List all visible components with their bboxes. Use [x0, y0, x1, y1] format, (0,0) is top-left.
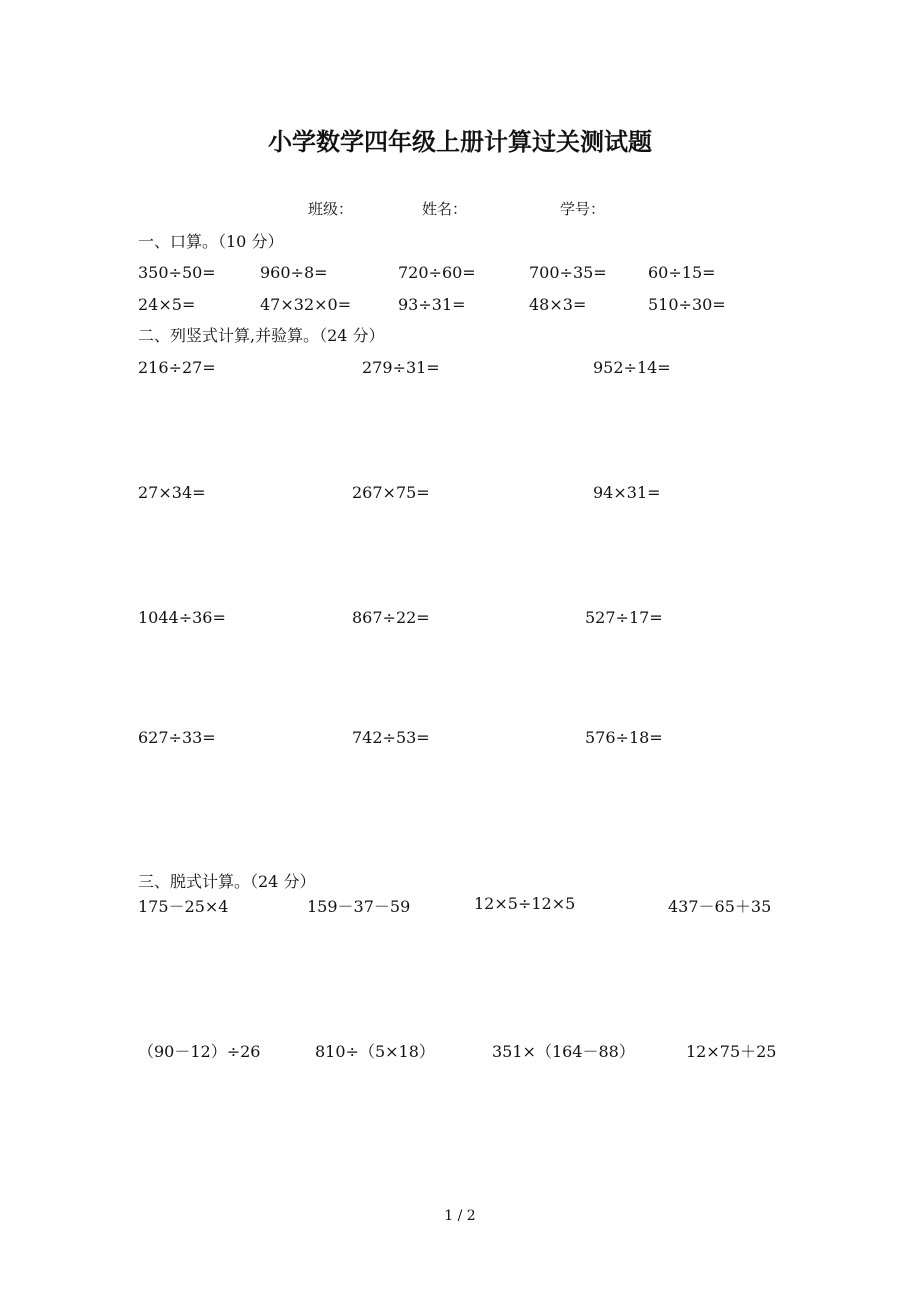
name-label: 姓名：: [422, 200, 468, 218]
oral-question: 93÷31=: [398, 295, 466, 314]
vertical-calc-question: 867÷22=: [352, 608, 430, 627]
step-calc-question: 351×（164－88）: [492, 1042, 635, 1061]
student-id-label: 学号：: [560, 200, 606, 218]
vertical-calc-question: 216÷27=: [138, 358, 216, 377]
oral-question: 700÷35=: [529, 263, 607, 282]
oral-question: 510÷30=: [648, 295, 726, 314]
oral-question: 350÷50=: [138, 263, 216, 282]
vertical-calc-question: 576÷18=: [585, 728, 663, 747]
page-number: 1 / 2: [444, 1208, 476, 1224]
step-calc-question: 12×5÷12×5: [474, 894, 576, 913]
vertical-calc-question: 527÷17=: [585, 608, 663, 627]
vertical-calc-question: 279÷31=: [362, 358, 440, 377]
vertical-calc-question: 27×34=: [138, 483, 206, 502]
oral-question: 960÷8=: [260, 263, 328, 282]
oral-question: 24×5=: [138, 295, 196, 314]
section-3-heading: 三、脱式计算。（24 分）: [138, 872, 316, 891]
oral-question: 48×3=: [529, 295, 587, 314]
vertical-calc-question: 94×31=: [593, 483, 661, 502]
step-calc-question: 175－25×4: [138, 897, 229, 916]
vertical-calc-question: 627÷33=: [138, 728, 216, 747]
step-calc-question: 810÷（5×18）: [315, 1042, 435, 1061]
step-calc-question: 437－65＋35: [668, 897, 772, 916]
vertical-calc-question: 267×75=: [352, 483, 430, 502]
step-calc-question: （90－12）÷26: [138, 1042, 261, 1061]
class-label: 班级：: [308, 200, 354, 218]
oral-question: 60÷15=: [648, 263, 716, 282]
oral-question: 720÷60=: [398, 263, 476, 282]
section-1-heading: 一、口算。（10 分）: [138, 232, 284, 251]
section-2-heading: 二、列竖式计算,并验算。（24 分）: [138, 326, 385, 345]
vertical-calc-question: 952÷14=: [593, 358, 671, 377]
vertical-calc-question: 1044÷36=: [138, 608, 226, 627]
vertical-calc-question: 742÷53=: [352, 728, 430, 747]
step-calc-question: 12×75＋25: [686, 1042, 777, 1061]
oral-question: 47×32×0=: [260, 295, 352, 314]
step-calc-question: 159－37－59: [307, 897, 411, 916]
page-title: 小学数学四年级上册计算过关测试题: [268, 127, 652, 156]
